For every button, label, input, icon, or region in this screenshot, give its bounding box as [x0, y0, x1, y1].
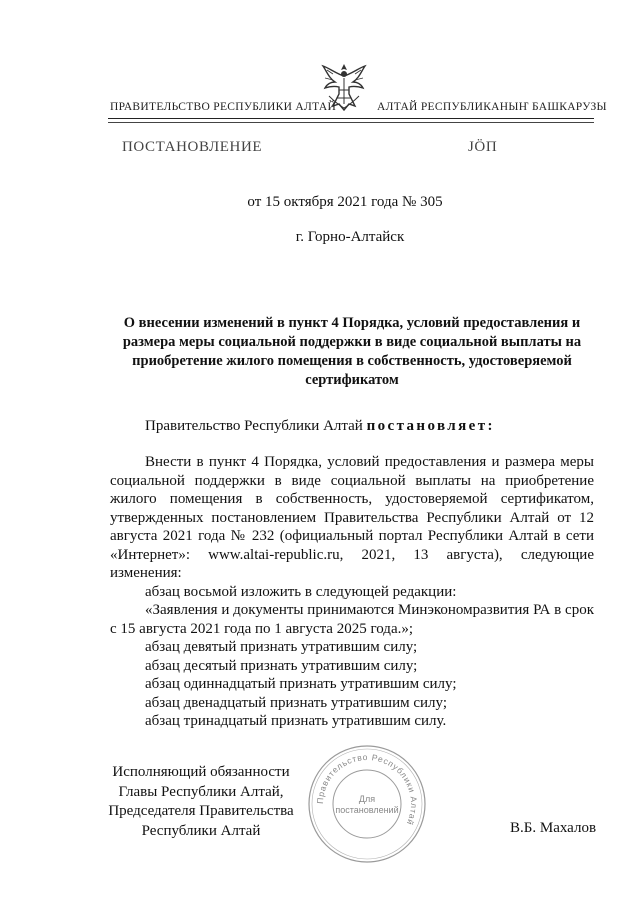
signatory-name: В.Б. Махалов [510, 820, 597, 836]
signatory-position-line: Исполняющий обязанности [112, 764, 290, 780]
header-alt-title: АЛТАЙ РЕСПУБЛИКАНЫҤ БАШКАРУЗЫ [377, 101, 607, 113]
body-paragraph: «Заявления и документы принимаются Минэкономразвития РА в срок с 15 августа 2021 года по 1 августа 2025 года.»; [110, 602, 594, 637]
document-title: О внесении изменений в пункт 4 Порядка, условий предоставления и размера меры социальной поддержки в виде социальной выплаты на приобретение жилого помещения в собственность, удостоверяемой сертификатом [122, 315, 582, 388]
body-paragraph: абзац одиннадцатый признать утратившим силу; [145, 676, 457, 692]
header-rule-thin [108, 122, 594, 123]
body-paragraph: абзац девятый признать утратившим силу; [145, 639, 418, 655]
preamble-text: Правительство Республики Алтай [145, 418, 363, 434]
signatory-position-line: Главы Республики Алтай, [118, 783, 284, 800]
stamp-center-line1: Для [358, 794, 376, 804]
signatory-position-line: Председателя Правительства [108, 803, 294, 819]
signatory-position-line: Республики Алтай [141, 822, 261, 839]
stamp-center-line2: постановлений [335, 805, 399, 815]
header-rule [108, 118, 594, 119]
doc-type-alt: JӦП [468, 139, 498, 155]
decree-word: постановляет: [366, 418, 495, 434]
body-paragraph: абзац десятый признать утратившим силу; [145, 657, 418, 674]
document-body [110, 453, 594, 731]
stamp-ring-text: Правительство Республики Алтай [314, 751, 420, 827]
signatory-position [108, 763, 294, 841]
body-paragraph: абзац восьмой изложить в следующей редакции: [145, 583, 457, 600]
city: г. Горно-Алтайск [295, 229, 405, 245]
date-number: от 15 октября 2021 года № 305 [247, 194, 443, 210]
header-ru-title: ПРАВИТЕЛЬСТВО РЕСПУБЛИКИ АЛТАЙ [110, 101, 337, 113]
preamble [145, 418, 495, 435]
official-stamp [305, 742, 429, 866]
doc-type-ru: ПОСТАНОВЛЕНИЕ [122, 139, 263, 155]
body-paragraph: абзац двенадцатый признать утратившим силу; [145, 694, 448, 711]
body-paragraph: абзац тринадцатый признать утратившим силу. [145, 713, 447, 729]
body-paragraph: Внести в пункт 4 Порядка, условий предоставления и размера меры социальной поддержки в виде социальной выплаты на приобретение жилого помещения в собственность, удостоверяемой сертификатом, утвержденных постановлением Правительства Республики Алтай от 12 августа 2021 года № 232 (официальный портал Республики Алтай в сети «Интернет»: www.altai-republic.ru, 2021, 13 августа), следующие изменения: [110, 454, 594, 581]
